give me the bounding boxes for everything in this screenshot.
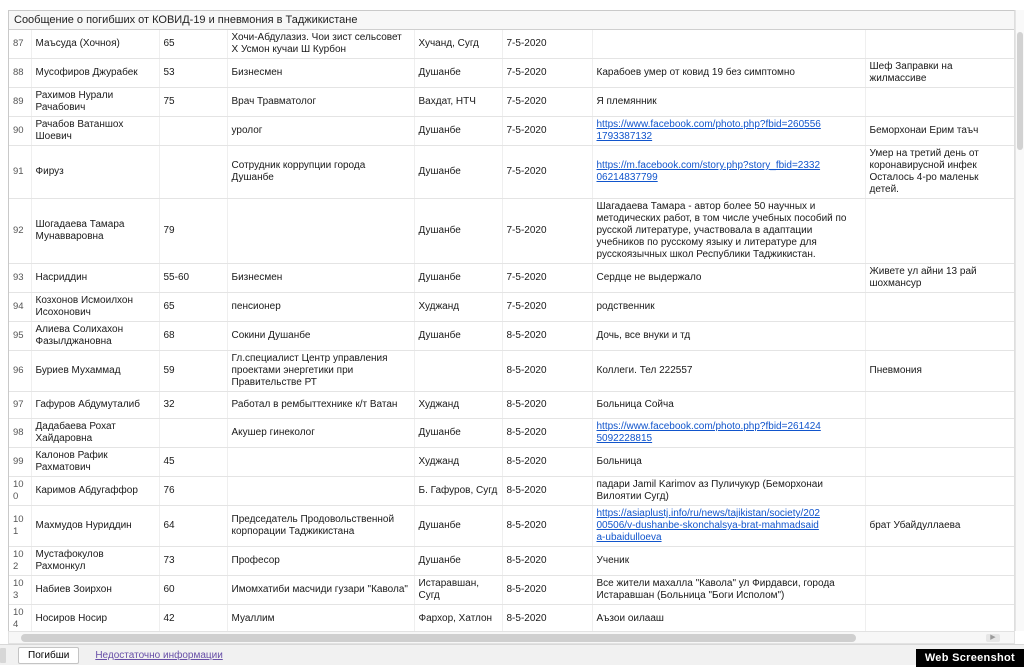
table-row [9, 605, 1014, 632]
cell-extra: Умер на третий день от коронавирусной инфек Осталось 4-ро маленьк детей. [865, 146, 1014, 199]
table-row [9, 117, 1014, 146]
cell-name: Каримов Абдугаффор [31, 477, 159, 506]
cell-row-number: 101 [9, 506, 31, 547]
cell-extra [865, 477, 1014, 506]
cell-age: 68 [159, 322, 227, 351]
cell-row-number: 92 [9, 199, 31, 264]
table-row [9, 351, 1014, 392]
cell-date: 8-5-2020 [502, 448, 592, 477]
cell-age: 64 [159, 506, 227, 547]
cell-date: 8-5-2020 [502, 419, 592, 448]
web-screenshot-badge: Web Screenshot [916, 649, 1024, 667]
cell-row-number: 98 [9, 419, 31, 448]
vertical-scrollbar-thumb[interactable] [1017, 32, 1023, 150]
cell-extra [865, 293, 1014, 322]
cell-extra: Шеф Заправки на жилмассиве [865, 59, 1014, 88]
cell-age: 32 [159, 392, 227, 419]
tab-scroll-notch [0, 648, 6, 663]
cell-location: Душанбе [414, 322, 502, 351]
cell-note: Карабоев умер от ковид 19 без симптомно [592, 59, 865, 88]
cell-location: Худжанд [414, 293, 502, 322]
cell-age: 65 [159, 293, 227, 322]
cell-age: 79 [159, 199, 227, 264]
tab-nedostatochno-informacii[interactable]: Недостаточно информации [95, 649, 223, 661]
sheet-tab-bar [0, 644, 1024, 665]
table-row [9, 448, 1014, 477]
cell-name: Мустафокулов Рахмонкул [31, 547, 159, 576]
cell-note [592, 30, 865, 59]
table-row [9, 59, 1014, 88]
cell-date: 7-5-2020 [502, 59, 592, 88]
cell-name: Маъсуда (Хочноя) [31, 30, 159, 59]
cell-extra [865, 30, 1014, 59]
table-row [9, 419, 1014, 448]
vertical-scrollbar[interactable] [1015, 10, 1024, 631]
cell-extra: Живете ул айни 13 рай шохмансур [865, 264, 1014, 293]
cell-location: Истаравшан, Сугд [414, 576, 502, 605]
cell-location: Вахдат, НТЧ [414, 88, 502, 117]
sheet-title: Сообщение о погибших от КОВИД-19 и пневмония в Таджикистане [9, 11, 1014, 30]
cell-name: Алиева Солихахон Фазылджановна [31, 322, 159, 351]
table-row [9, 146, 1014, 199]
cell-note: Сердце не выдержало [592, 264, 865, 293]
cell-location: Б. Гафуров, Сугд [414, 477, 502, 506]
cell-occupation [227, 448, 414, 477]
cell-date: 7-5-2020 [502, 293, 592, 322]
cell-age: 75 [159, 88, 227, 117]
table-row [9, 322, 1014, 351]
cell-age: 55-60 [159, 264, 227, 293]
cell-occupation: Сокини Душанбе [227, 322, 414, 351]
cell-row-number: 91 [9, 146, 31, 199]
cell-name: Носиров Носир [31, 605, 159, 632]
table-row [9, 199, 1014, 264]
horizontal-scrollbar[interactable] [8, 631, 1015, 644]
cell-age [159, 146, 227, 199]
cell-note: Я племянник [592, 88, 865, 117]
cell-occupation [227, 199, 414, 264]
cell-occupation: Бизнесмен [227, 59, 414, 88]
cell-occupation: Акушер гинеколог [227, 419, 414, 448]
table-row [9, 264, 1014, 293]
cell-age: 59 [159, 351, 227, 392]
cell-extra [865, 448, 1014, 477]
cell-occupation: Сотрудник коррупции города Душанбе [227, 146, 414, 199]
cell-occupation: Врач Травматолог [227, 88, 414, 117]
source-link[interactable]: https://www.facebook.com/photo.php?fbid=2614245092228815 [596, 421, 821, 444]
cell-row-number: 97 [9, 392, 31, 419]
cell-extra: брат Убайдуллаева [865, 506, 1014, 547]
cell-age: 60 [159, 576, 227, 605]
cell-name: Махмудов Нуриддин [31, 506, 159, 547]
cell-date: 7-5-2020 [502, 88, 592, 117]
cell-location: Хучанд, Сугд [414, 30, 502, 59]
cell-date: 8-5-2020 [502, 392, 592, 419]
cell-name: Буриев Мухаммад [31, 351, 159, 392]
cell-extra [865, 322, 1014, 351]
cell-row-number: 94 [9, 293, 31, 322]
cell-name: Калонов Рафик Рахматович [31, 448, 159, 477]
cell-location: Худжанд [414, 448, 502, 477]
cell-location: Душанбе [414, 117, 502, 146]
cell-note [592, 117, 865, 146]
cell-note: Шагадаева Тамара - автор более 50 научных и методических работ, в том числе учебных пособий по русской литературе, участвовала в адаптации учебников по русскому языку и литературе для русскоязычных школ Республики Таджикистан. [592, 199, 865, 264]
spreadsheet-frame [8, 10, 1015, 631]
cell-occupation: Хочи-Абдулазиз. Чои зист сельсовет Х Усмон кучаи Ш Курбон [227, 30, 414, 59]
cell-extra [865, 605, 1014, 632]
data-table [9, 30, 1015, 631]
cell-age: 45 [159, 448, 227, 477]
table-row [9, 392, 1014, 419]
cell-extra: Пневмония [865, 351, 1014, 392]
cell-note: родственник [592, 293, 865, 322]
cell-location: Душанбе [414, 547, 502, 576]
cell-occupation: уролог [227, 117, 414, 146]
cell-date: 8-5-2020 [502, 477, 592, 506]
table-body [9, 30, 1014, 631]
cell-age: 65 [159, 30, 227, 59]
cell-location: Душанбе [414, 199, 502, 264]
cell-note: Все жители махалла "Кавола" ул Фирдавси, города Истаравшан (Больница "Боги Исполом") [592, 576, 865, 605]
cell-note: Коллеги. Тел 222557 [592, 351, 865, 392]
cell-occupation: Имомхатиби масчиди гузари "Кавола" [227, 576, 414, 605]
cell-row-number: 90 [9, 117, 31, 146]
cell-occupation: Председатель Продовольственной корпорации Таджикистана [227, 506, 414, 547]
cell-row-number: 88 [9, 59, 31, 88]
cell-date: 7-5-2020 [502, 146, 592, 199]
cell-row-number: 89 [9, 88, 31, 117]
cell-name: Насриддин [31, 264, 159, 293]
cell-note [592, 506, 865, 547]
cell-date: 8-5-2020 [502, 605, 592, 632]
cell-occupation: Бизнесмен [227, 264, 414, 293]
cell-row-number: 93 [9, 264, 31, 293]
cell-location: Душанбе [414, 264, 502, 293]
cell-age [159, 117, 227, 146]
cell-name: Фируз [31, 146, 159, 199]
cell-location: Худжанд [414, 392, 502, 419]
cell-name: Рачабов Ватаншох Шоевич [31, 117, 159, 146]
cell-note: Ученик [592, 547, 865, 576]
cell-extra [865, 392, 1014, 419]
table-row [9, 30, 1014, 59]
cell-note: Больница [592, 448, 865, 477]
cell-location: Душанбе [414, 146, 502, 199]
cell-row-number: 103 [9, 576, 31, 605]
cell-location: Душанбе [414, 419, 502, 448]
cell-extra [865, 576, 1014, 605]
cell-row-number: 95 [9, 322, 31, 351]
cell-note: падари Jamil Karimov аз Пуличукур (Беморхонаи Вилоятии Сугд) [592, 477, 865, 506]
cell-date: 8-5-2020 [502, 322, 592, 351]
cell-occupation [227, 477, 414, 506]
cell-occupation: пенсионер [227, 293, 414, 322]
cell-location: Душанбе [414, 506, 502, 547]
cell-row-number: 104 [9, 605, 31, 632]
cell-note [592, 419, 865, 448]
horizontal-scrollbar-thumb[interactable] [21, 634, 856, 642]
cell-age [159, 419, 227, 448]
scroll-right-arrow-icon[interactable]: ▶ [986, 634, 1000, 642]
cell-row-number: 96 [9, 351, 31, 392]
cell-age: 73 [159, 547, 227, 576]
cell-note: Дочь, все внуки и тд [592, 322, 865, 351]
cell-row-number: 102 [9, 547, 31, 576]
tab-pogibshi[interactable]: Погибши [18, 647, 79, 664]
cell-row-number: 87 [9, 30, 31, 59]
cell-location [414, 351, 502, 392]
cell-name: Гафуров Абдумуталиб [31, 392, 159, 419]
cell-name: Мусофиров Джурабек [31, 59, 159, 88]
cell-date: 8-5-2020 [502, 351, 592, 392]
cell-extra [865, 419, 1014, 448]
table-row [9, 506, 1014, 547]
cell-date: 7-5-2020 [502, 199, 592, 264]
cell-date: 7-5-2020 [502, 30, 592, 59]
cell-name: Набиев Зоирхон [31, 576, 159, 605]
cell-extra [865, 88, 1014, 117]
source-link[interactable]: https://www.facebook.com/photo.php?fbid=2605561793387132 [596, 119, 821, 142]
cell-date: 7-5-2020 [502, 264, 592, 293]
table-row [9, 293, 1014, 322]
cell-note: Больница Сойча [592, 392, 865, 419]
source-link[interactable]: https://asiaplustj.info/ru/news/tajikistan/society/20200506/v-dushanbe-skonchalsya-brat-mahmadsaida-ubaidulloeva [596, 508, 820, 543]
source-link[interactable]: https://m.facebook.com/story.php?story_fbid=233206214837799 [596, 160, 821, 183]
cell-extra: Беморхонаи Ерим таъч [865, 117, 1014, 146]
table-row [9, 547, 1014, 576]
cell-name: Рахимов Нурали Рачабович [31, 88, 159, 117]
cell-note [592, 146, 865, 199]
cell-name: Дадабаева Рохат Хайдаровна [31, 419, 159, 448]
cell-age: 53 [159, 59, 227, 88]
table-row [9, 477, 1014, 506]
cell-row-number: 99 [9, 448, 31, 477]
cell-date: 8-5-2020 [502, 506, 592, 547]
cell-occupation: Гл.специалист Центр управления проектами энергетики при Правительстве РТ [227, 351, 414, 392]
cell-age: 42 [159, 605, 227, 632]
cell-age: 76 [159, 477, 227, 506]
cell-note: Аъзои оилааш [592, 605, 865, 632]
cell-occupation: Професор [227, 547, 414, 576]
cell-name: Шогадаева Тамара Мунавваровна [31, 199, 159, 264]
cell-location: Душанбе [414, 59, 502, 88]
cell-row-number: 100 [9, 477, 31, 506]
cell-location: Фархор, Хатлон [414, 605, 502, 632]
cell-date: 7-5-2020 [502, 117, 592, 146]
table-row [9, 88, 1014, 117]
cell-occupation: Муаллим [227, 605, 414, 632]
cell-date: 8-5-2020 [502, 547, 592, 576]
cell-extra [865, 199, 1014, 264]
cell-date: 8-5-2020 [502, 576, 592, 605]
table-row [9, 576, 1014, 605]
cell-extra [865, 547, 1014, 576]
cell-name: Козхонов Исмоилхон Исохонович [31, 293, 159, 322]
cell-occupation: Работал в рембыттехнике к/т Ватан [227, 392, 414, 419]
